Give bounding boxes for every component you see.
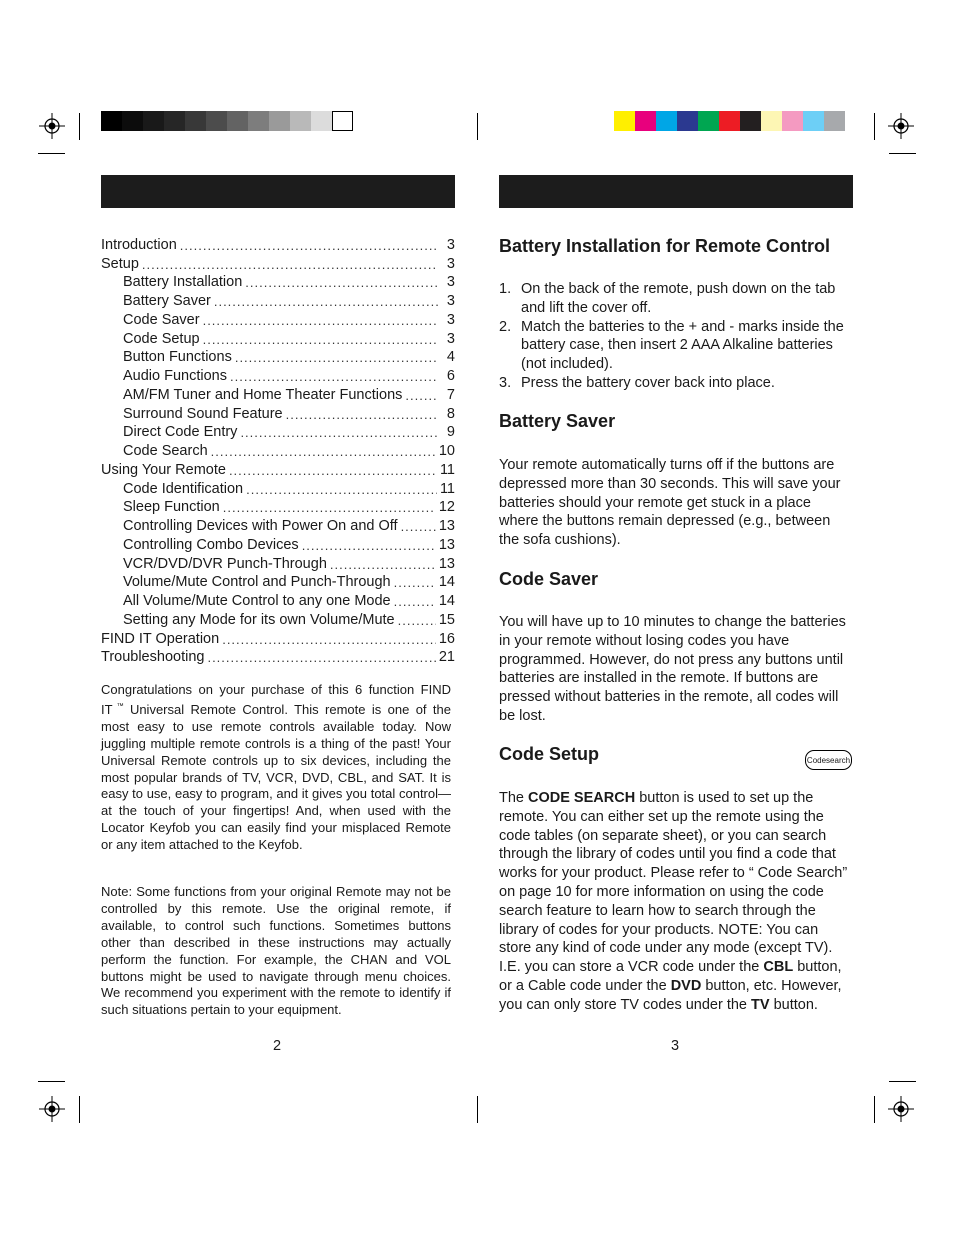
color-swatch bbox=[635, 111, 656, 131]
toc-entry-page: 11 bbox=[439, 461, 455, 478]
toc-leader-dots bbox=[203, 313, 438, 328]
crop-mark bbox=[874, 113, 875, 140]
toc-entry bbox=[101, 272, 455, 291]
toc-entry-label: Code Setup bbox=[123, 330, 200, 347]
registration-mark-icon bbox=[39, 113, 65, 139]
toc-entry bbox=[101, 459, 455, 478]
toc-entry-label: Direct Code Entry bbox=[123, 424, 238, 441]
crop-mark bbox=[874, 1096, 875, 1123]
toc-leader-dots bbox=[394, 594, 436, 609]
grayscale-swatch bbox=[164, 111, 185, 131]
toc-entry-page: 13 bbox=[438, 555, 455, 572]
toc-entry-page: 13 bbox=[438, 518, 455, 534]
toc-entry-label: AM/FM Tuner and Home Theater Functions bbox=[123, 386, 403, 403]
toc-leader-dots bbox=[394, 575, 436, 590]
battery-step-text: On the back of the remote, push down on the tab and lift the cover off. bbox=[521, 281, 836, 316]
toc-entry-label: Battery Saver bbox=[123, 293, 211, 309]
toc-leader-dots bbox=[180, 238, 438, 253]
color-swatch bbox=[677, 111, 698, 131]
toc-entry-page: 14 bbox=[438, 574, 455, 591]
toc-entry bbox=[101, 422, 455, 441]
toc-entry-label: Controlling Devices with Power On and Off bbox=[123, 518, 398, 534]
code-setup-text: The CODE SEARCH button is used to set up the remote. You can either set up the remote using the code tables (on separate sheet), or you can search through the library of codes until you find a code that works for your product. Please refer to “ Code Search” on page 10 for more information on using the code search feature to learn how to search through the library of codes for your products. NOTE: You can store any kind of code under any mode (except TV). I.E. you can store a VCR code under the CBL button, or a Cable code under the DVD button, etc. However, you can only store TV codes under the TV button. bbox=[499, 790, 848, 1013]
toc-leader-dots bbox=[203, 332, 438, 347]
toc-leader-dots bbox=[142, 257, 438, 272]
grayscale-swatch bbox=[248, 111, 269, 131]
battery-installation-heading: Battery Installation for Remote Control bbox=[499, 236, 831, 256]
toc-entry bbox=[101, 234, 455, 253]
crop-mark bbox=[477, 113, 478, 140]
grayscale-swatch bbox=[206, 111, 227, 131]
battery-installation-steps bbox=[499, 280, 854, 393]
grayscale-swatch bbox=[290, 111, 311, 131]
toc-entry bbox=[101, 384, 455, 403]
grayscale-swatch bbox=[311, 111, 332, 131]
toc-entry-page: 12 bbox=[438, 499, 455, 516]
trademark-symbol: ™ bbox=[116, 702, 124, 710]
registration-mark-icon bbox=[39, 1096, 65, 1122]
registration-mark-icon bbox=[888, 1096, 914, 1122]
toc-entry-page: 3 bbox=[446, 236, 455, 253]
toc-entry-page: 10 bbox=[438, 443, 455, 459]
toc-entry-label: VCR/DVD/DVR Punch-Through bbox=[123, 555, 327, 572]
toc-entry-page: 3 bbox=[446, 293, 455, 309]
color-swatch bbox=[614, 111, 635, 131]
battery-step bbox=[499, 374, 854, 393]
toc-entry-label: Using Your Remote bbox=[101, 461, 226, 478]
toc-leader-dots bbox=[211, 444, 436, 459]
toc-entry-page: 7 bbox=[446, 386, 455, 403]
code-saver-text: You will have up to 10 minutes to change the batteries in your remote without losing codes you have programmed. However, do not press any buttons until batteries are installed in the remote. If buttons are pressed without batteries in the remote, all codes will be lost. bbox=[499, 614, 846, 724]
grayscale-swatch bbox=[332, 111, 353, 131]
crop-mark bbox=[79, 113, 80, 140]
toc-entry-page: 8 bbox=[446, 405, 455, 422]
crop-mark bbox=[79, 1096, 80, 1123]
toc-entry-page: 21 bbox=[438, 649, 455, 666]
battery-step bbox=[499, 318, 854, 374]
toc-entry-label: Sleep Function bbox=[123, 499, 220, 516]
toc-leader-dots bbox=[223, 500, 436, 515]
toc-entry-page: 9 bbox=[446, 424, 455, 441]
toc-entry-label: All Volume/Mute Control to any one Mode bbox=[123, 593, 391, 609]
toc-entry-page: 3 bbox=[446, 311, 455, 328]
toc-leader-dots bbox=[229, 463, 437, 478]
page-number-left: 2 bbox=[273, 1038, 282, 1054]
toc-entry-page: 3 bbox=[446, 255, 455, 272]
battery-step-text: Match the batteries to the + and - marks inside the battery case, then insert 2 AAA Alkaline batteries (not included). bbox=[521, 318, 844, 373]
grayscale-swatch bbox=[269, 111, 290, 131]
toc-entry-page: 3 bbox=[446, 330, 455, 347]
battery-saver-heading: Battery Saver bbox=[499, 411, 616, 431]
toc-leader-dots bbox=[240, 425, 438, 440]
toc-entry-page: 11 bbox=[439, 480, 455, 497]
grayscale-swatch bbox=[122, 111, 143, 131]
grayscale-swatch bbox=[101, 111, 122, 131]
toc-leader-dots bbox=[207, 650, 435, 665]
codesearch-button-icon: Codesearch bbox=[805, 750, 852, 770]
left-page-header-bar bbox=[101, 175, 455, 208]
battery-step-number: 3. bbox=[499, 374, 512, 391]
grayscale-swatch bbox=[227, 111, 248, 131]
battery-step bbox=[499, 280, 854, 318]
toc-entry bbox=[101, 478, 455, 497]
toc-entry-label: Battery Installation bbox=[123, 274, 243, 291]
toc-entry bbox=[101, 290, 455, 309]
crop-mark bbox=[38, 153, 65, 154]
color-swatch bbox=[740, 111, 761, 131]
grayscale-swatch bbox=[185, 111, 206, 131]
toc-leader-dots bbox=[286, 407, 438, 422]
grayscale-calibration-strip bbox=[101, 111, 353, 131]
crop-mark bbox=[38, 1081, 65, 1082]
toc-leader-dots bbox=[214, 294, 438, 309]
toc-entry-label: Setup bbox=[101, 255, 139, 272]
toc-entry bbox=[101, 590, 455, 609]
toc-entry bbox=[101, 309, 455, 328]
toc-entry bbox=[101, 553, 455, 572]
toc-entry-label: Introduction bbox=[101, 236, 177, 253]
battery-step-text: Press the battery cover back into place. bbox=[521, 374, 775, 391]
toc-entry-label: FIND IT Operation bbox=[101, 630, 220, 647]
color-swatch bbox=[803, 111, 824, 131]
color-calibration-strip bbox=[614, 111, 845, 131]
right-page-header-bar bbox=[499, 175, 853, 208]
toc-entry-label: Volume/Mute Control and Punch-Through bbox=[123, 574, 391, 591]
toc-entry-label: Controlling Combo Devices bbox=[123, 536, 299, 553]
color-swatch bbox=[656, 111, 677, 131]
toc-leader-dots bbox=[330, 557, 436, 572]
toc-leader-dots bbox=[222, 632, 436, 647]
toc-entry-label: Code Identification bbox=[123, 480, 244, 497]
toc-entry-page: 13 bbox=[438, 536, 455, 553]
toc-entry-page: 6 bbox=[446, 368, 455, 384]
toc-entry-page: 3 bbox=[446, 274, 455, 291]
toc-entry-page: 4 bbox=[446, 349, 455, 366]
toc-leader-dots bbox=[405, 388, 438, 403]
toc-entry-label: Surround Sound Feature bbox=[123, 405, 283, 422]
toc-entry-page: 15 bbox=[438, 611, 455, 628]
page-number-right: 3 bbox=[671, 1038, 680, 1054]
color-swatch bbox=[761, 111, 782, 131]
toc-entry bbox=[101, 572, 455, 591]
code-setup-heading: Code Setup bbox=[499, 744, 600, 764]
toc-leader-dots bbox=[246, 482, 437, 497]
toc-entry-page: 14 bbox=[438, 593, 455, 609]
toc-entry bbox=[101, 497, 455, 516]
crop-mark bbox=[477, 1096, 478, 1123]
toc-entry-label: Setting any Mode for its own Volume/Mute bbox=[123, 611, 395, 628]
battery-step-number: 2. bbox=[499, 318, 512, 335]
toc-entry bbox=[101, 365, 455, 384]
toc-leader-dots bbox=[235, 350, 438, 365]
toc-entry-page: 16 bbox=[438, 630, 455, 647]
registration-mark-icon bbox=[888, 113, 914, 139]
table-of-contents bbox=[101, 234, 455, 665]
toc-entry-label: Code Saver bbox=[123, 311, 200, 328]
color-swatch bbox=[719, 111, 740, 131]
toc-entry bbox=[101, 609, 455, 628]
color-swatch bbox=[698, 111, 719, 131]
toc-entry-label: Button Functions bbox=[123, 349, 232, 366]
toc-entry bbox=[101, 647, 455, 666]
crop-mark bbox=[889, 153, 916, 154]
color-swatch bbox=[824, 111, 845, 131]
toc-entry-label: Code Search bbox=[123, 443, 208, 459]
code-saver-heading: Code Saver bbox=[499, 569, 599, 589]
color-swatch bbox=[782, 111, 803, 131]
intro-paragraph: Congratulations on your purchase of this 6 function FIND IT ™ Universal Remote Control. This remote is one of the most easy to use remote controls available today. Now juggling multiple remote controls is a thing of the past! Your Universal Remote controls up to six devices, including the most popular brands of TV, VCR, DVD, CBL, and SAT. It is easy to use, easy to program, and it gives you total control—at the touch of your fingertips! And, when used with the Locator Keyfob you can easily find your misplaced Remote or any item attached to the Keyfob. bbox=[101, 682, 451, 853]
toc-entry bbox=[101, 347, 455, 366]
toc-entry bbox=[101, 440, 455, 459]
toc-entry bbox=[101, 534, 455, 553]
crop-mark bbox=[889, 1081, 916, 1082]
toc-entry-label: Troubleshooting bbox=[101, 649, 205, 666]
toc-entry bbox=[101, 253, 455, 272]
toc-entry bbox=[101, 628, 455, 647]
toc-leader-dots bbox=[398, 613, 436, 628]
toc-entry bbox=[101, 515, 455, 534]
battery-step-number: 1. bbox=[499, 281, 512, 297]
toc-entry bbox=[101, 403, 455, 422]
note-paragraph: Note: Some functions from your original Remote may not be controlled by this remote. Use the original remote, if available, to control such functions. Sometimes buttons other than described in these instructions may actually perform the function. For example, the CHAN and VOL buttons might be used to navigate through menu choices. We recommend you experiment with the remote to identify if such situations pertain to your equipment. bbox=[101, 884, 451, 1018]
battery-saver-text: Your remote automatically turns off if the buttons are depressed more than 30 seconds. This will save your batteries should your remote get stuck in a place where the buttons remain depressed (e.g., between the sofa cushions). bbox=[499, 457, 841, 549]
toc-entry bbox=[101, 328, 455, 347]
toc-leader-dots bbox=[302, 538, 436, 553]
toc-entry-label: Audio Functions bbox=[123, 368, 227, 384]
toc-leader-dots bbox=[230, 369, 438, 384]
toc-leader-dots bbox=[245, 275, 438, 290]
toc-leader-dots bbox=[401, 519, 436, 534]
grayscale-swatch bbox=[143, 111, 164, 131]
